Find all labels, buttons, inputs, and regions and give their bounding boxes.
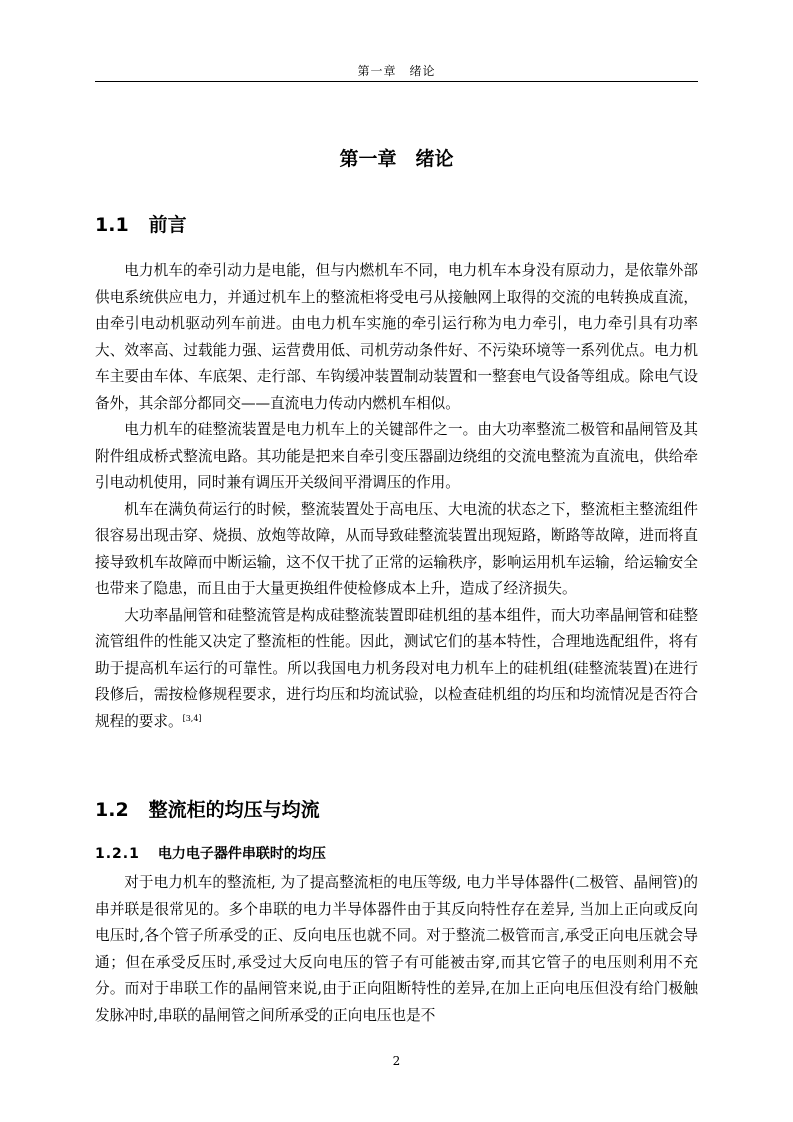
section-title: 前言 — [148, 214, 187, 236]
page-number: 2 — [392, 1054, 401, 1068]
chapter-title: 第一章 绪论 — [339, 148, 454, 170]
section-number: 1.1 — [95, 214, 129, 236]
section-heading-1-2 — [95, 795, 320, 822]
subsection-title: 电力电子器件串联时的均压 — [157, 846, 326, 862]
citation: [3,4] — [182, 713, 202, 723]
paragraph: 电力机车的硅整流装置是电力机车上的关键部件之一。由大功率整流二极管和晶闸管及其附件组成桥式整流电路。其功能是把来自牵引变压器副边绕组的交流电整流为直流电，供给牵引电动机使用，同时兼有调压开关级间平滑调压的作用。 — [95, 421, 698, 491]
paragraph: 电力机车的牵引动力是电能，但与内燃机车不同，电力机车本身没有原动力，是依靠外部供电系统供应电力，并通过机车上的整流柜将受电弓从接触网上取得的交流的电转换成直流，由牵引电动机驱动列车前进。由电力机车实施的牵引运行称为电力牵引，电力牵引具有功率大、效率高、过载能力强、运营费用低、司机劳动条件好、不污染环境等一系列优点。电力机车主要由车体、车底架、走行部、车钩缓冲装置制动装置和一整套电气设备等组成。除电气设备外，其余部分都同交——直流电力传动内燃机车相似。 — [95, 262, 698, 412]
running-header: 第一章 绪论 — [357, 64, 436, 78]
subsection-heading-1-2-1 — [95, 843, 326, 863]
paragraph: 对于电力机车的整流柜, 为了提高整流柜的电压等级, 电力半导体器件(二极管、晶闸管)的串并联是很常见的。多个串联的电力半导体器件由于其反向特性存在差异, 当加上正向或反向电压时,各个管子所承受的正、反向电压也就不同。对于整流二极管而言,承受正向电压就会导通；但在承受反压时,承受过大反向电压的管子有可能被击穿,而其它管子的电压则利用不充分。而对于串联工作的晶闸管来说,由于正向阻断特性的差异,在加上正向电压但没有给门极触发脉冲时,串联的晶闸管之间所承受的正向电压也是不 — [95, 874, 698, 1024]
section-1-1-body — [95, 258, 698, 735]
header-rule — [95, 81, 698, 82]
section-number: 1.2 — [95, 799, 129, 821]
paragraph-text: 大功率晶闸管和硅整流管是构成硅整流装置即硅机组的基本组件，而大功率晶闸管和硅整流管组件的性能又决定了整流柜的性能。因此，测试它们的基本特性，合理地选配组件，将有助于提高机车运行的可靠性。所以我国电力机务段对电力机车上的硅机组(硅整流装置)在进行段修后，需按检修规程要求，进行均压和均流试验，以检查硅机组的均压和均流情况是否符合规程的要求。 — [95, 606, 698, 730]
section-title: 整流柜的均压与均流 — [148, 799, 320, 821]
paragraph: 机车在满负荷运行的时候，整流装置处于高电压、大电流的状态之下，整流柜主整流组件很容易出现击穿、烧损、放炮等故障，从而导致硅整流装置出现短路，断路等故障，进而将直接导致机车故障而中断运输，这不仅干扰了正常的运输秩序，影响运用机车运输，给运输安全也带来了隐患，而且由于大量更换组件使检修成本上升，造成了经济损失。 — [95, 500, 698, 597]
section-heading-1-1 — [95, 210, 187, 237]
subsection-number: 1.2.1 — [95, 846, 140, 862]
paragraph-with-citation — [95, 603, 698, 736]
subsection-1-2-1-body — [95, 870, 698, 1029]
